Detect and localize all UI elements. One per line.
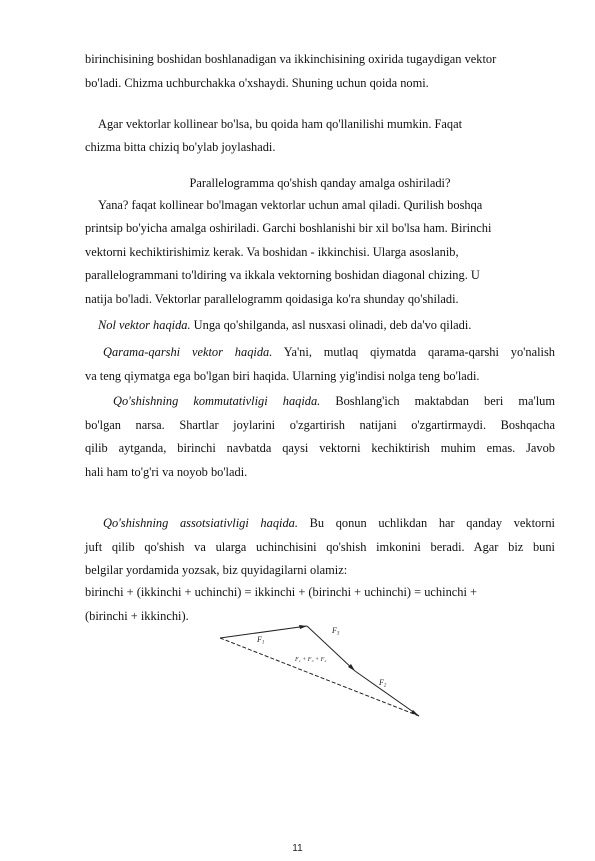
text-line: [98, 314, 568, 338]
text-line: Yana? faqat kollinear bo'lmagan vektorlar uchun amal qiladi. Qurilish boshqa: [98, 198, 483, 212]
paragraph-commutativity: [85, 390, 555, 484]
heading-parallelogram: Parallelogramma qo'shish qanday amalga oshiriladi?: [189, 176, 451, 190]
text-line: belgilar yordamida yozsak, biz quyidagilarni olamiz:: [85, 563, 348, 578]
text-line: bo'ladi. Chizma uchburchakka o'xshaydi. Shuning uchun qoida nomi.: [85, 75, 429, 90]
text-rest: Boshlang'ich maktabdan beri ma'lum: [320, 394, 555, 408]
vector-sum-figure: [205, 625, 425, 720]
text-line: printsip bo'yicha amalga oshiriladi. Garchi boshlanishi bir xil bo'lsa ham. Birinchi: [85, 221, 492, 235]
text-rest: Bu qonun uchlikdan har qanday vektorni: [297, 516, 555, 530]
paragraph-formula: [85, 581, 555, 628]
text-line: qilib aytganda, birinchi navbatda qaysi vektorni kechiktirish muhim emas. Javob: [85, 441, 555, 456]
label-f3: F3: [332, 626, 340, 637]
paragraph-parallelogram: [85, 194, 568, 218]
italic-term: Nol vektor haqida.: [98, 318, 191, 332]
text-line: hali ham to'g'ri va noyob bo'ladi.: [85, 464, 248, 479]
label-f2: F2: [379, 678, 387, 689]
text-line: [85, 390, 555, 414]
text-line: [85, 512, 555, 536]
paragraph-triangle-rule-end: [85, 48, 555, 95]
text-line: birinchisining boshidan boshlanadigan va ikkinchisining oxirida tugaydigan vektor: [85, 52, 497, 66]
text-line: natija bo'ladi. Vektorlar parallelogramm qoidasiga ko'ra shunday qo'shiladi.: [85, 291, 459, 306]
vector-f1-arrowhead: [299, 625, 307, 629]
text-rest: Ya'ni, mutlaq qiymatda qarama-qarshi yo'nalish: [272, 345, 555, 359]
vector-sum-line: [220, 638, 419, 716]
paragraph-opposite-vector: [85, 341, 555, 388]
paragraph-collinear-cont: [85, 136, 555, 160]
page-number: 11: [292, 843, 303, 854]
text-line: bo'lgan narsa. Shartlar joylarini o'zgartirish natijani o'zgartirmaydi. Boshqacha: [85, 417, 555, 432]
vector-f3-line: [307, 626, 355, 671]
text-line: chizma bitta chiziq bo'ylab joylashadi.: [85, 140, 276, 154]
text-line: (birinchi + ikkinchi).: [85, 608, 189, 623]
text-line: parallelogrammani to'ldiring va ikkala vektorning boshidan diagonal chizing. U: [85, 268, 480, 283]
italic-term: Qarama-qarshi vektor haqida.: [103, 345, 273, 359]
text-line: va teng qiymatga ega bo'lgan biri haqida. Ularning yig'indisi nolga teng bo'ladi.: [85, 368, 480, 383]
section-heading: [85, 172, 555, 196]
text-rest: Unga qo'shilganda, asl nusxasi olinadi, deb da'vo qiladi.: [190, 318, 472, 332]
label-f1: F1: [257, 635, 265, 646]
text-line: Agar vektorlar kollinear bo'lsa, bu qoida ham qo'llanilishi mumkin. Faqat: [98, 117, 463, 131]
paragraph-associativity: [85, 512, 555, 583]
paragraph-parallelogram-cont: [85, 217, 555, 311]
label-sum: F₁ + F₃ + F₂: [295, 657, 327, 663]
paragraph-collinear: [85, 113, 568, 137]
paragraph-zero-vector: [85, 314, 568, 338]
text-line: [85, 341, 555, 365]
text-line: juft qilib qo'shish va ularga uchinchisini qo'shish imkonini beradi. Agar biz buni: [85, 539, 555, 554]
vector-f2-line: [355, 671, 419, 716]
italic-term: Qo'shishning assotsiativligi haqida.: [103, 516, 298, 530]
text-line: vektorni kechiktirishimiz kerak. Va boshidan - ikkinchisi. Ularga asoslanib,: [85, 244, 459, 259]
text-line: birinchi + (ikkinchi + uchinchi) = ikkinchi + (birinchi + uchinchi) = uchinchi +: [85, 585, 477, 599]
italic-term: Qo'shishning kommutativligi haqida.: [113, 394, 321, 408]
vector-f1-line: [220, 626, 307, 638]
